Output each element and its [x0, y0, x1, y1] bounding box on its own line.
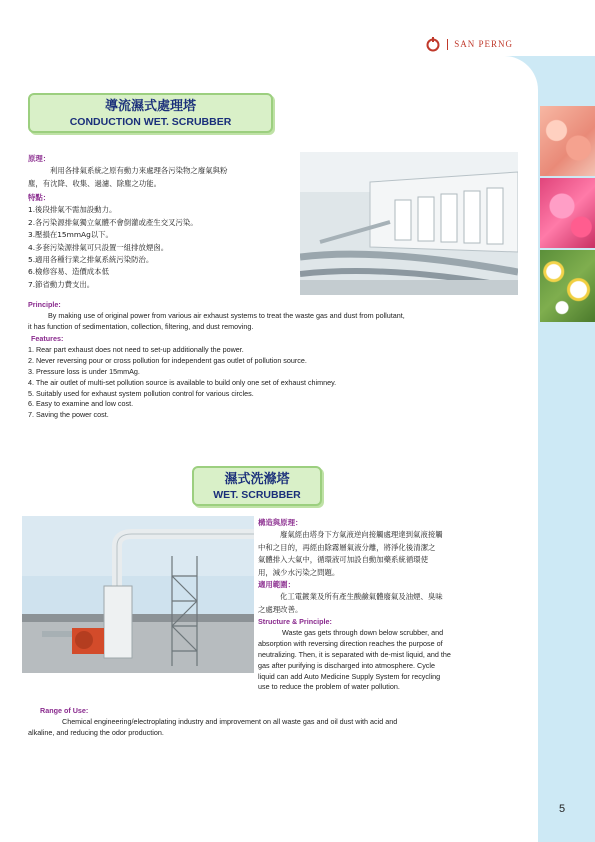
brand-name: SAN PERNG	[454, 39, 513, 49]
structure-en-line: Waste gas gets through down below scrubber, and	[282, 627, 444, 637]
principle-zh-line: 利用各排氣系統之原有動力來處理各污染物之廢氣與粉	[50, 166, 228, 176]
principle-en-line: By making use of original power from various air exhaust systems to treat the waste gas and dust from pollutant,	[48, 310, 405, 320]
feature-en-item: 1. Rear part exhaust does not need to set-up additionally the power.	[28, 344, 244, 354]
structure-zh-line: 中和之目的，再經由除霧層氣液分離，將淨化後清潔之	[258, 542, 436, 552]
structure-en-line: gas after purifying is discharged into atmosphere. Cycle	[258, 660, 435, 670]
scope-zh-line: 之處理改善。	[258, 604, 303, 614]
principle-zh-line: 塵，有沈降、收集、過濾、除塵之功能。	[28, 178, 162, 188]
feature-en-item: 4. The air outlet of multi-set pollution source is available to build only one set of exhaust chimney.	[28, 377, 337, 387]
section1-features-en	[28, 334, 518, 421]
structure-zh-line: 用，減少水污染之問題。	[258, 567, 340, 577]
scope-zh-heading: 適用範圍：	[258, 580, 295, 590]
feature-en-item: 5. Suitably used for exhaust system pollution control for various circles.	[28, 388, 254, 398]
page-number: 5	[559, 803, 566, 815]
scope-zh-line: 化工電鍍業及所有產生酸鹼氣體廢氣及油煙、臭味	[280, 592, 443, 602]
side-photo-daisies	[540, 250, 595, 322]
range-en-heading: Range of Use:	[40, 706, 89, 715]
range-en-line: alkaline, and reducing the odor production.	[28, 727, 164, 737]
feature-zh-item: 2.各污染源排氣獨立氣體不會倒灌或產生交叉污染。	[28, 217, 198, 227]
structure-en-line: neutralizing. Then, it is separated with de-mist liquid, and the	[258, 649, 451, 659]
section2-title-en: WET. SCRUBBER	[213, 489, 301, 501]
features-en-heading: Features:	[31, 334, 64, 343]
principle-en-line: it has function of sedimentation, collection, filtering, and dust removing.	[28, 321, 254, 331]
feature-en-item: 6. Easy to examine and low cost.	[28, 399, 134, 409]
structure-zh-line: 廢氣經由塔身下方氣液逆向接觸處理達到氣液接觸	[280, 530, 443, 540]
principle-zh-heading: 原理：	[28, 154, 51, 163]
side-photo-pink-flowers	[540, 178, 595, 248]
features-zh-heading: 特點：	[28, 193, 51, 202]
section1-features-zh	[28, 192, 293, 291]
section1-title-box	[28, 93, 273, 133]
feature-en-item: 2. Never reversing pour or cross pollution for independent gas outlet of pollution source.	[28, 355, 307, 365]
brand-divider	[447, 39, 448, 50]
structure-en-line: use to reduce the problem of water pollution.	[258, 682, 400, 692]
section2-structure-en	[258, 617, 510, 693]
feature-zh-item: 3.壓損在15mmAg以下。	[28, 230, 113, 240]
scrubber-photo-1	[300, 152, 518, 295]
feature-zh-item: 7.節省動力費支出。	[28, 279, 95, 289]
feature-en-item: 3. Pressure loss is under 15mmAg.	[28, 366, 140, 376]
structure-zh-line: 氣體排入大氣中，循環液可加設自動加藥系統循環使	[258, 555, 428, 565]
section2-range-en	[28, 706, 518, 739]
side-photo-peach-flowers	[540, 106, 595, 176]
principle-en-heading: Principle:	[28, 300, 61, 309]
brand-header	[425, 36, 513, 52]
structure-en-line: absorption with reversing direction reaches the purpose of	[258, 638, 443, 648]
scrubber-photo-2	[22, 516, 254, 673]
range-en-line: Chemical engineering/electroplating industry and improvement on all waste gas and oil dust with acid and	[62, 716, 398, 726]
feature-zh-item: 1.後段排氣不需加設動力。	[28, 205, 117, 215]
section2-title-box	[192, 466, 322, 506]
structure-en-heading: Structure & Principle:	[258, 617, 332, 626]
feature-zh-item: 6.檢修容易、造價成本低	[28, 267, 109, 277]
structure-en-line: liquid can add Auto Medicine Supply System for recycling	[258, 671, 441, 681]
section2-structure-zh	[258, 517, 510, 616]
section1-principle-zh	[28, 153, 293, 190]
feature-zh-item: 4.多套污染源排氣可只設置一組排放煙囪。	[28, 242, 169, 252]
feature-en-item: 7. Saving the power cost.	[28, 410, 109, 420]
structure-zh-heading: 構造與原理：	[258, 518, 303, 527]
section1-title-en: CONDUCTION WET. SCRUBBER	[69, 116, 232, 128]
section1-principle-en	[28, 300, 518, 333]
section2-title-zh: 濕式洗滌塔	[224, 472, 290, 487]
section1-title-zh: 導流濕式處理塔	[104, 99, 196, 114]
feature-zh-item: 5.適用各種行業之排氣系統污染防治。	[28, 255, 154, 265]
brand-logo-icon	[425, 36, 441, 52]
